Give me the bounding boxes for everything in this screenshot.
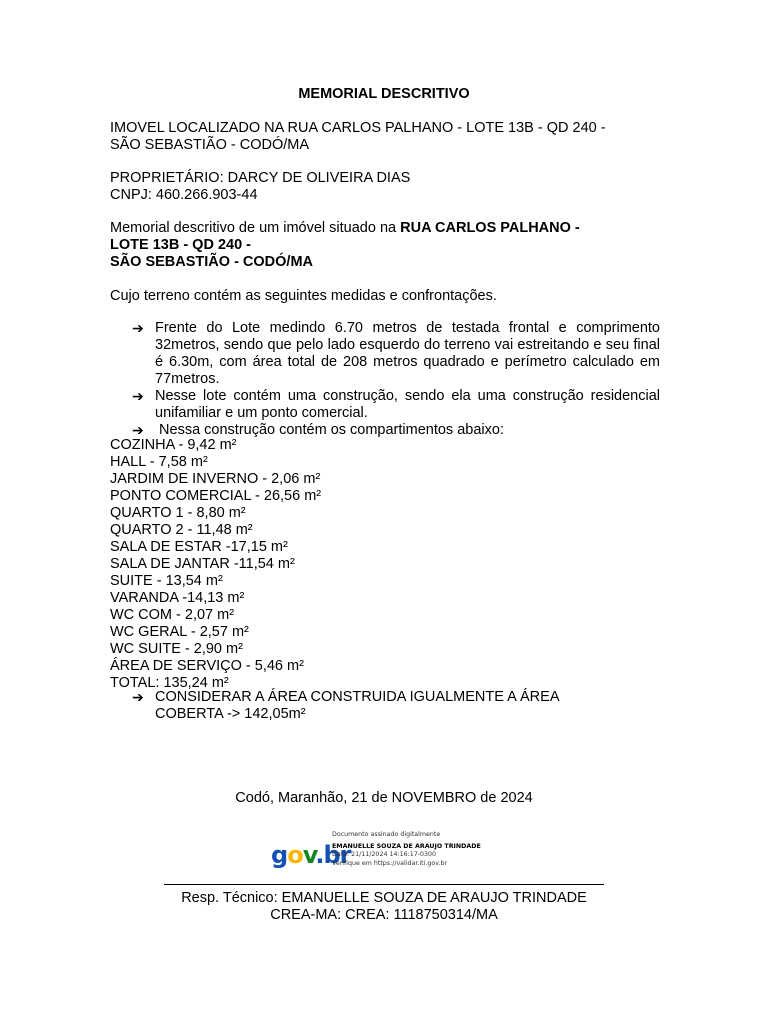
room-item: JARDIM DE INVERNO - 2,06 m² bbox=[110, 471, 321, 487]
bullet-list bbox=[132, 320, 660, 439]
crea-registration: CREA-MA: CREA: 1118750314/MA bbox=[270, 907, 498, 923]
stamp-verify: Verifique em https://validar.iti.gov.br bbox=[332, 859, 448, 867]
room-item: SALA DE ESTAR -17,15 m² bbox=[110, 539, 288, 555]
terrain-intro: Cujo terreno contém as seguintes medidas e confrontações. bbox=[110, 288, 497, 304]
room-item: HALL - 7,58 m² bbox=[110, 454, 208, 470]
room-item: ÁREA DE SERVIÇO - 5,46 m² bbox=[110, 658, 304, 674]
arrow-icon: ➔ bbox=[132, 388, 144, 404]
bullet-item bbox=[132, 388, 660, 422]
location-block bbox=[110, 120, 660, 154]
location-line-1: IMOVEL LOCALIZADO NA RUA CARLOS PALHANO - LOTE 13B - QD 240 - bbox=[110, 120, 606, 136]
description-neighborhood: SÃO SEBASTIÃO - CODÓ/MA bbox=[110, 254, 314, 270]
description-line-1 bbox=[110, 220, 660, 237]
digital-signature-stamp bbox=[271, 831, 491, 875]
room-item: COZINHA - 9,42 m² bbox=[110, 437, 237, 453]
signature-line bbox=[164, 884, 604, 885]
final-bullet bbox=[132, 689, 660, 723]
description-street: RUA CARLOS PALHANO - bbox=[400, 220, 580, 236]
bullet-text-rooms-intro: Nessa construção contém os compartimentos abaixo: bbox=[155, 422, 504, 438]
owner-name: PROPRIETÁRIO: DARCY DE OLIVEIRA DIAS bbox=[110, 170, 411, 186]
room-item: SUITE - 13,54 m² bbox=[110, 573, 223, 589]
room-item: VARANDA -14,13 m² bbox=[110, 590, 245, 606]
final-bullet-text bbox=[155, 689, 660, 723]
bullet-text-lot-measurements: Frente do Lote medindo 6.70 metros de testada frontal e comprimento 32metros, sendo que pelo lado esquerdo do terreno vai estreitando e seu final é 6.30m, com área total de 208 metros quadrado e perímetro calculado em 77metros. bbox=[155, 320, 660, 387]
room-item: WC GERAL - 2,57 m² bbox=[110, 624, 249, 640]
description-block bbox=[110, 220, 660, 271]
stamp-header: Documento assinado digitalmente bbox=[332, 831, 441, 838]
bullet-item bbox=[132, 689, 660, 723]
document-title: MEMORIAL DESCRITIVO bbox=[298, 86, 470, 102]
arrow-icon: ➔ bbox=[132, 689, 144, 705]
arrow-icon: ➔ bbox=[132, 422, 144, 438]
responsible-technician: Resp. Técnico: EMANUELLE SOUZA DE ARAUJO TRINDADE bbox=[181, 890, 587, 906]
description-intro: Memorial descritivo de um imóvel situado na bbox=[110, 220, 401, 236]
document-date: Codó, Maranhão, 21 de NOVEMBRO de 2024 bbox=[235, 790, 533, 806]
stamp-text bbox=[332, 831, 502, 868]
location-line-2: SÃO SEBASTIÃO - CODÓ/MA bbox=[110, 137, 310, 153]
bullet-item bbox=[132, 320, 660, 388]
room-total: TOTAL: 135,24 m² bbox=[110, 675, 229, 691]
final-bullet-line-1: CONSIDERAR A ÁREA CONSTRUIDA IGUALMENTE A ÁREA bbox=[155, 689, 560, 705]
stamp-signer: EMANUELLE SOUZA DE ARAUJO TRINDADE bbox=[332, 842, 481, 850]
arrow-icon: ➔ bbox=[132, 320, 144, 336]
bullet-text-construction: Nesse lote contém uma construção, sendo ela uma construção residencial unifamiliar e um ponto comercial. bbox=[155, 388, 660, 421]
govbr-logo: gov.br bbox=[271, 841, 351, 869]
room-item: PONTO COMERCIAL - 26,56 m² bbox=[110, 488, 322, 504]
owner-block bbox=[110, 170, 660, 204]
room-list bbox=[110, 437, 510, 692]
description-lot: LOTE 13B - QD 240 - bbox=[110, 237, 252, 253]
stamp-date: Data: 21/11/2024 14:16:17-0300 bbox=[332, 851, 437, 858]
room-item: WC COM - 2,07 m² bbox=[110, 607, 235, 623]
final-bullet-line-2: COBERTA -> 142,05m² bbox=[155, 706, 306, 722]
owner-cnpj: CNPJ: 460.266.903-44 bbox=[110, 187, 258, 203]
room-item: WC SUITE - 2,90 m² bbox=[110, 641, 243, 657]
room-item: QUARTO 2 - 11,48 m² bbox=[110, 522, 253, 538]
room-item: SALA DE JANTAR -11,54 m² bbox=[110, 556, 295, 572]
room-item: QUARTO 1 - 8,80 m² bbox=[110, 505, 246, 521]
